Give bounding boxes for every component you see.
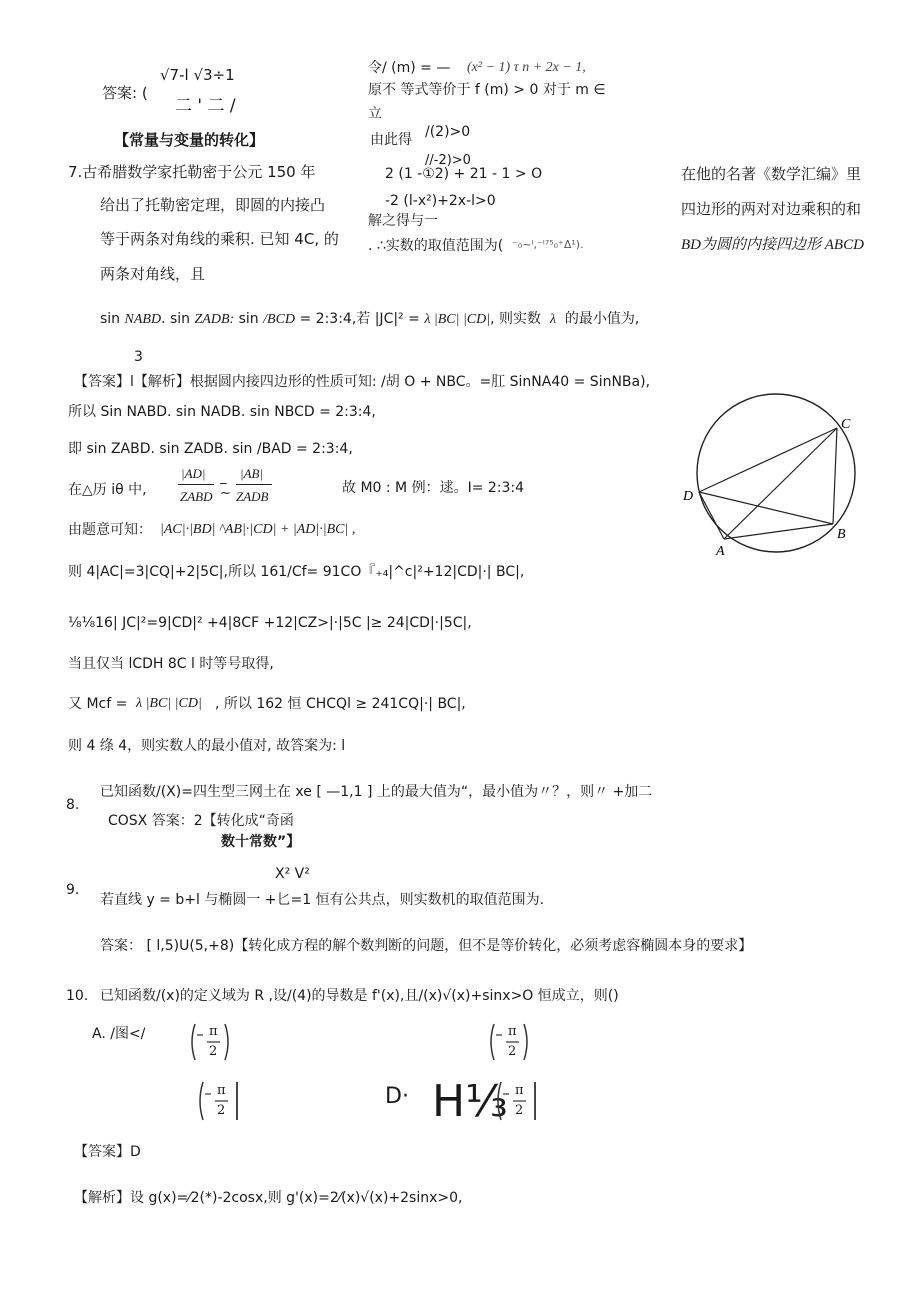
q10-option-a: A. /图</ (92, 1026, 146, 1042)
q7-cond-b: NABD (124, 312, 162, 327)
pi-fraction-2 (487, 1020, 531, 1064)
pi-fraction-4 (494, 1078, 542, 1124)
sol-line8c: , 所以 162 恒 CHCQl ≥ 241CQ|·| BC|, (215, 696, 466, 712)
sol-line8a: 又 Mcf = (68, 696, 128, 712)
sol-line9: 则 4 绦 4，则实数人的最小值对, 故答案为: l (68, 738, 346, 754)
pi-num-3: π (217, 1083, 226, 1098)
q7-cond-j: λ (549, 312, 556, 327)
answer6-label: 答案: ( (102, 84, 148, 102)
analysis10: 【解析】设 g(x)=⁄2(*)-2cosx,则 g'(x)=2⁄(x)√(x)+2sinx>0, (74, 1190, 463, 1206)
mid-line6: 2 (1 -①2) + 21 - 1 > O (385, 166, 543, 182)
q7-cond-i: , 则实数 (490, 311, 542, 327)
label-B: B (837, 527, 846, 542)
q9-superscript: X² V² (275, 866, 310, 882)
q7-cond-c: . sin (161, 311, 191, 327)
q7-cond-g: = 2:3:4,若 |JC|² = (299, 311, 420, 327)
q9-answer: 答案： [ l,5)U(5,+8)【转化成方程的解个数判断的问题，但不是等价转化，必须考虑容椭圆本身的要求】 (100, 938, 753, 954)
mid-line2: 原不 等式等价于 f (m) > 0 对于 m ∈ (368, 82, 606, 98)
mid-line8: 解之得与一 (368, 213, 438, 229)
q7-cond-f: /BCD (263, 312, 296, 327)
sol-line8b: λ |BC| |CD| (136, 696, 202, 711)
sol-frac-tilde: ~ (220, 486, 231, 501)
right-line1: 在他的名著《数学汇编》里 (681, 165, 862, 183)
mid-line9a: . ∴实数的取值范围为( (368, 238, 504, 254)
q10-option-d: D· (385, 1084, 409, 1109)
sol-line1: 所以 Sin NABD. sin NADB. sin NBCD = 2:3:4, (68, 404, 376, 420)
sol-frac1-num: |AD| (181, 466, 206, 481)
pi-fraction-1 (188, 1020, 232, 1064)
mid-line3: 立 (368, 106, 382, 122)
mid-line1a: 令/ (m) = — (368, 60, 451, 76)
q8-number: 8. (66, 797, 80, 813)
q9-line1: 若直线 y = b+l 与椭圆一 +匕=1 恒有公共点，则实数机的取值范围为. (100, 892, 545, 908)
q10-number: 10. (66, 988, 89, 1004)
label-D: D (683, 489, 694, 504)
q7-cond-k: 的最小值为, (564, 311, 640, 327)
sol-line2: 即 sin ZABD. sin ZADB. sin /BAD = 2:3:4, (68, 441, 353, 457)
sol-frac-dash: _ (220, 470, 227, 485)
answer6-top: √7-l √3÷1 (160, 66, 235, 84)
edge-DB (699, 492, 833, 524)
section6-title: 【常量与变量的转化】 (114, 131, 265, 149)
sol-line4a: 由题意可知： (68, 522, 152, 538)
answer10: 【答案】D (74, 1144, 141, 1160)
q7-cond-d: ZADB: (194, 312, 235, 327)
sol-frac2-num: |AB| (240, 466, 264, 481)
pi-num-2: π (508, 1024, 517, 1039)
label-A: A (716, 544, 725, 559)
q7-line2: 给出了托勒密定理，即圆的内接凸 (100, 196, 326, 214)
pi-den-1: 2 (209, 1044, 218, 1059)
sol-line5: 则 4|AC|=3|CQ|+2|5C|,所以 161/Cf= 91CO『₊₄|^c|²+12|CD|·| BC|, (68, 564, 525, 580)
q7-three: 3 (134, 349, 143, 365)
q8-line1: 已知函数/(X)=四生型三网土在 xe [ —1,1 ] 上的最大值为“，最小值为〃？，则〃 +加二 (100, 784, 653, 800)
q7-cond-h: λ |BC| |CD| (424, 312, 491, 327)
frac2-bar (236, 484, 272, 485)
q9-number: 9. (66, 882, 80, 898)
q7-line1: 7.古希腊数学家托勒密于公元 150 年 (68, 163, 316, 181)
sol-line7: 当且仅当 lCDH 8C l 时等号取得, (68, 656, 274, 672)
right-line3: BD为圆的内接四边形 ABCD (681, 237, 864, 253)
pi-den-3: 2 (217, 1103, 226, 1118)
circle-quadrilateral-figure (680, 395, 870, 565)
mid-line9b: ⁻₀~ᴵ,⁻ᴵ⁷⁵₀⁺Δ¹). (512, 238, 584, 251)
mid-line4b: /(2)>0 (425, 124, 471, 140)
mid-line1b: (x² − 1) τ n + 2x − 1, (467, 60, 586, 75)
sol-frac1-den: ZABD (180, 489, 213, 504)
pi-num-1: π (209, 1024, 218, 1039)
q8-line2: COSX 答案：2【转化成“奇函 (108, 813, 294, 829)
edge-CB (833, 428, 837, 524)
edge-DC (699, 428, 837, 492)
sol-line4b: |AC|·|BD| ^AB|·|CD| + |AD|·|BC| , (160, 522, 356, 537)
mid-line7: -2 (l-x²)+2x-l>0 (385, 193, 496, 209)
edge-AC (724, 428, 837, 539)
sol7-head: 【答案】l【解析】根据圆内接四边形的性质可知: /胡 O + NBC。=肛 SinNA40 = SinNBa), (74, 374, 651, 390)
q7-line3: 等于两条对角线的乘积. 已知 4C, 的 (100, 230, 339, 248)
edge-AB (724, 524, 833, 539)
q8-line3: 数十常数”】 (221, 834, 301, 850)
circumcircle (697, 394, 855, 552)
pi-den-2: 2 (508, 1044, 517, 1059)
label-C: C (841, 417, 851, 432)
sol-frac2-den: ZADB (236, 489, 269, 504)
sol-line6: ⅛⅛16| JC|²=9|CD|² +4|8CF +12|CZ>|·|5C |≥ 24|CD|·|5C|, (68, 615, 472, 631)
q7-cond-a: sin (100, 311, 121, 327)
mid-line4a: 由此得 (370, 132, 412, 148)
frac1-bar (178, 484, 214, 485)
q7-cond-e: sin (238, 311, 259, 327)
right-line2: 四边形的两对对边乘积的和 (681, 200, 862, 218)
pi-fraction-3 (196, 1078, 244, 1124)
sol-line3b: 故 M0 : M 例：逑。I= 2:3:4 (342, 480, 525, 496)
pi-den-4: 2 (515, 1103, 524, 1118)
mid-line5: //-2)>0 (425, 153, 471, 168)
q10-line1: 已知函数/(x)的定义域为 R ,设/(4)的导数是 f'(x),且/(x)√(x)+sinx>O 恒成立，则() (100, 988, 619, 1004)
q7-condition (100, 311, 639, 329)
sol-line3a: 在△历 iθ 中, (68, 482, 147, 498)
q10-option-d-glyph: H⅓ (432, 1076, 508, 1127)
q7-line4: 两条对角线，且 (100, 265, 206, 283)
pi-num-4: π (515, 1083, 524, 1098)
answer6-bottom: 二 ' 二 / (175, 96, 236, 116)
edge-DA (699, 492, 724, 539)
